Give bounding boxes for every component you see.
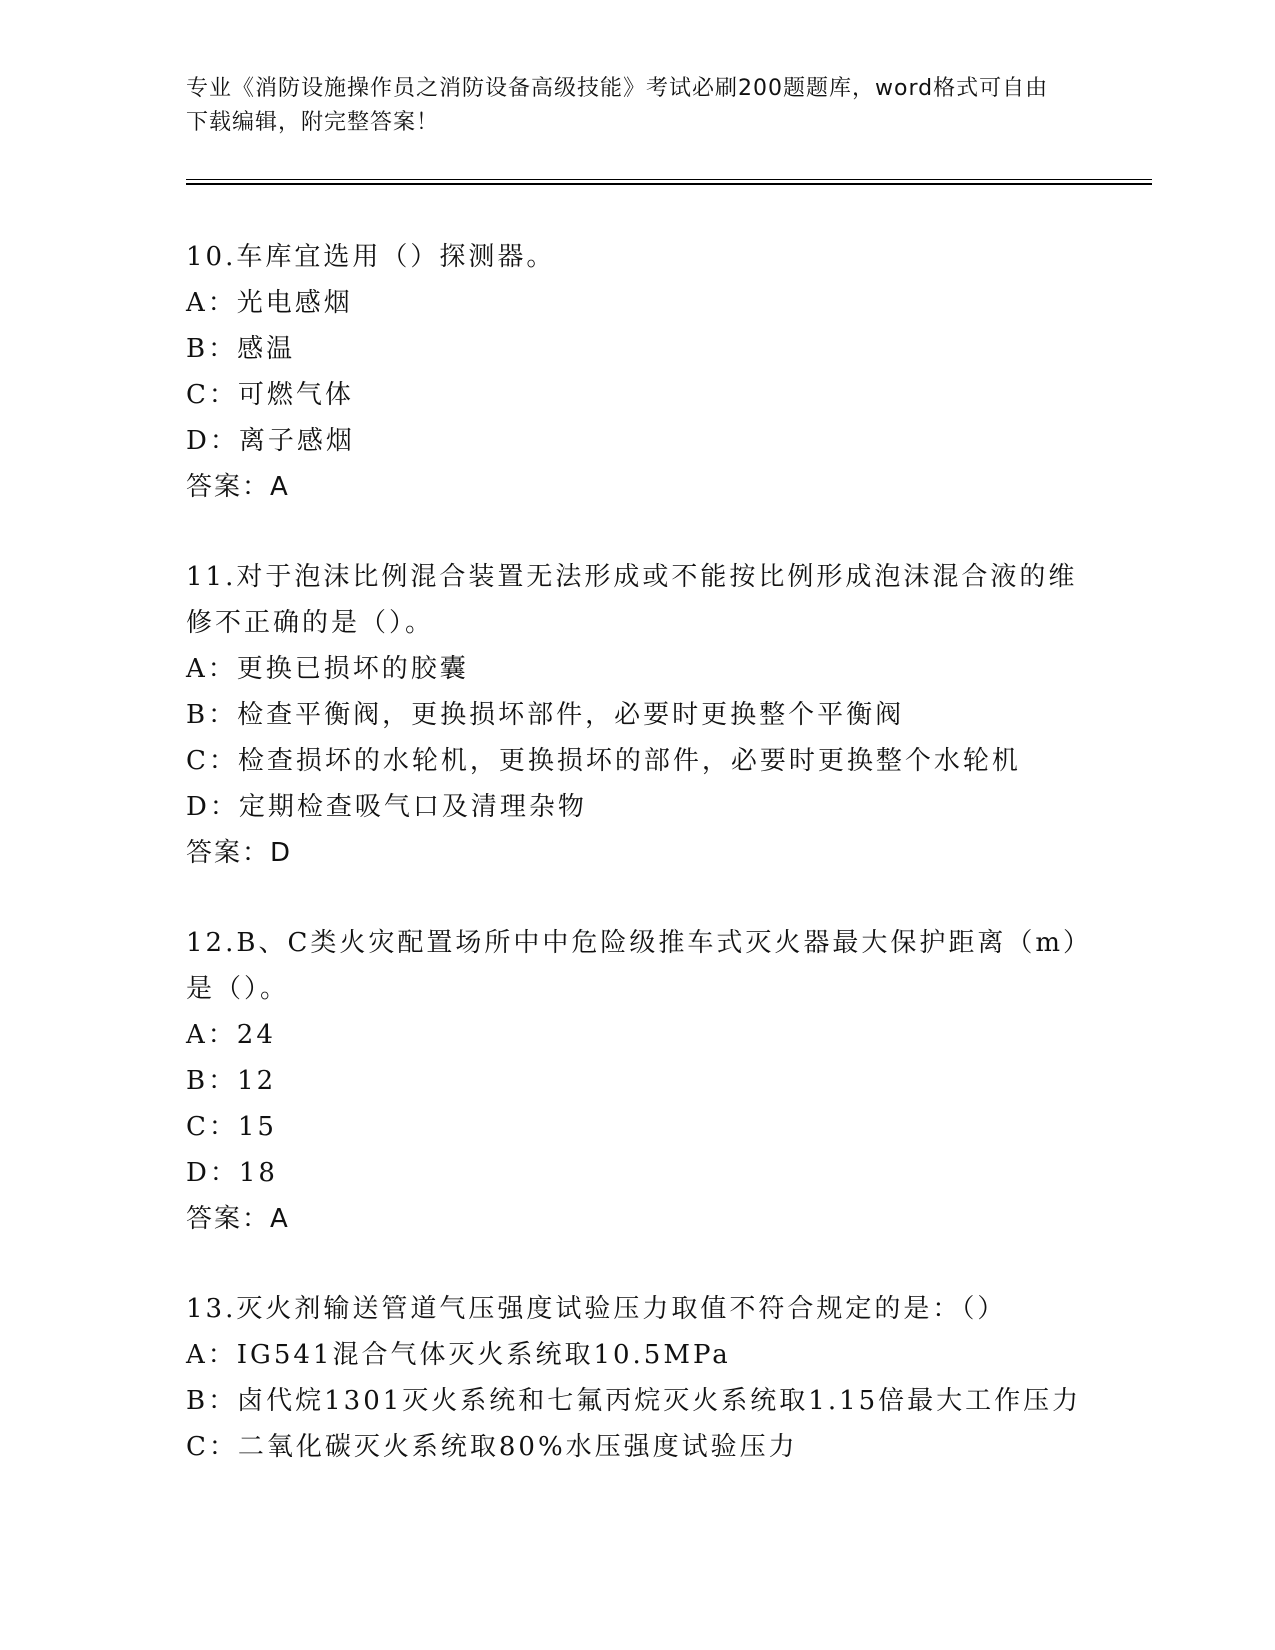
question-stem: 13.灭火剂输送管道气压强度试验压力取值不符合规定的是：（） — [186, 1294, 1007, 1324]
option-b: B：检查平衡阀，更换损坏部件，必要时更换整个平衡阀 — [186, 700, 905, 730]
option-d: D：18 — [186, 1158, 278, 1188]
answer: 答案：A — [186, 472, 290, 502]
question-11 — [186, 554, 1086, 876]
option-a: A：24 — [186, 1020, 276, 1050]
option-c: C：二氧化碳灭火系统取80%水压强度试验压力 — [186, 1432, 798, 1462]
question-10 — [186, 234, 1086, 510]
answer: 答案：A — [186, 1204, 290, 1234]
option-c: C：检查损坏的水轮机，更换损坏的部件，必要时更换整个水轮机 — [186, 746, 1021, 776]
option-a: A：光电感烟 — [186, 288, 353, 318]
question-12 — [186, 920, 1086, 1242]
document-header: 专业《消防设施操作员之消防设备高级技能》考试必刷200题题库，word格式可自由下载编辑，附完整答案！ — [186, 76, 1049, 135]
header-divider-thin — [186, 179, 1152, 180]
question-stem: 11.对于泡沫比例混合装置无法形成或不能按比例形成泡沫混合液的维修不正确的是（）。 — [186, 562, 1078, 638]
option-d: D：定期检查吸气口及清理杂物 — [186, 792, 587, 822]
question-13 — [186, 1286, 1086, 1470]
question-stem: 12.B、C类火灾配置场所中中危险级推车式灭火器最大保护距离（m）是（）。 — [186, 928, 1080, 1004]
answer: 答案：D — [186, 838, 293, 868]
option-b: B：卤代烷1301灭火系统和七氟丙烷灭火系统取1.15倍最大工作压力 — [186, 1386, 1082, 1416]
option-c: C：可燃气体 — [186, 380, 354, 410]
question-list — [186, 234, 1086, 1514]
option-c: C：15 — [186, 1112, 277, 1142]
option-a: A：更换已损坏的胶囊 — [186, 654, 469, 684]
header-divider-thick — [186, 183, 1152, 185]
option-d: D：离子感烟 — [186, 426, 355, 456]
option-b: B：12 — [186, 1066, 277, 1096]
option-b: B：感温 — [186, 334, 296, 364]
question-stem: 10.车库宜选用（）探测器。 — [186, 242, 556, 272]
option-a: A：IG541混合气体灭火系统取10.5MPa — [186, 1340, 731, 1370]
